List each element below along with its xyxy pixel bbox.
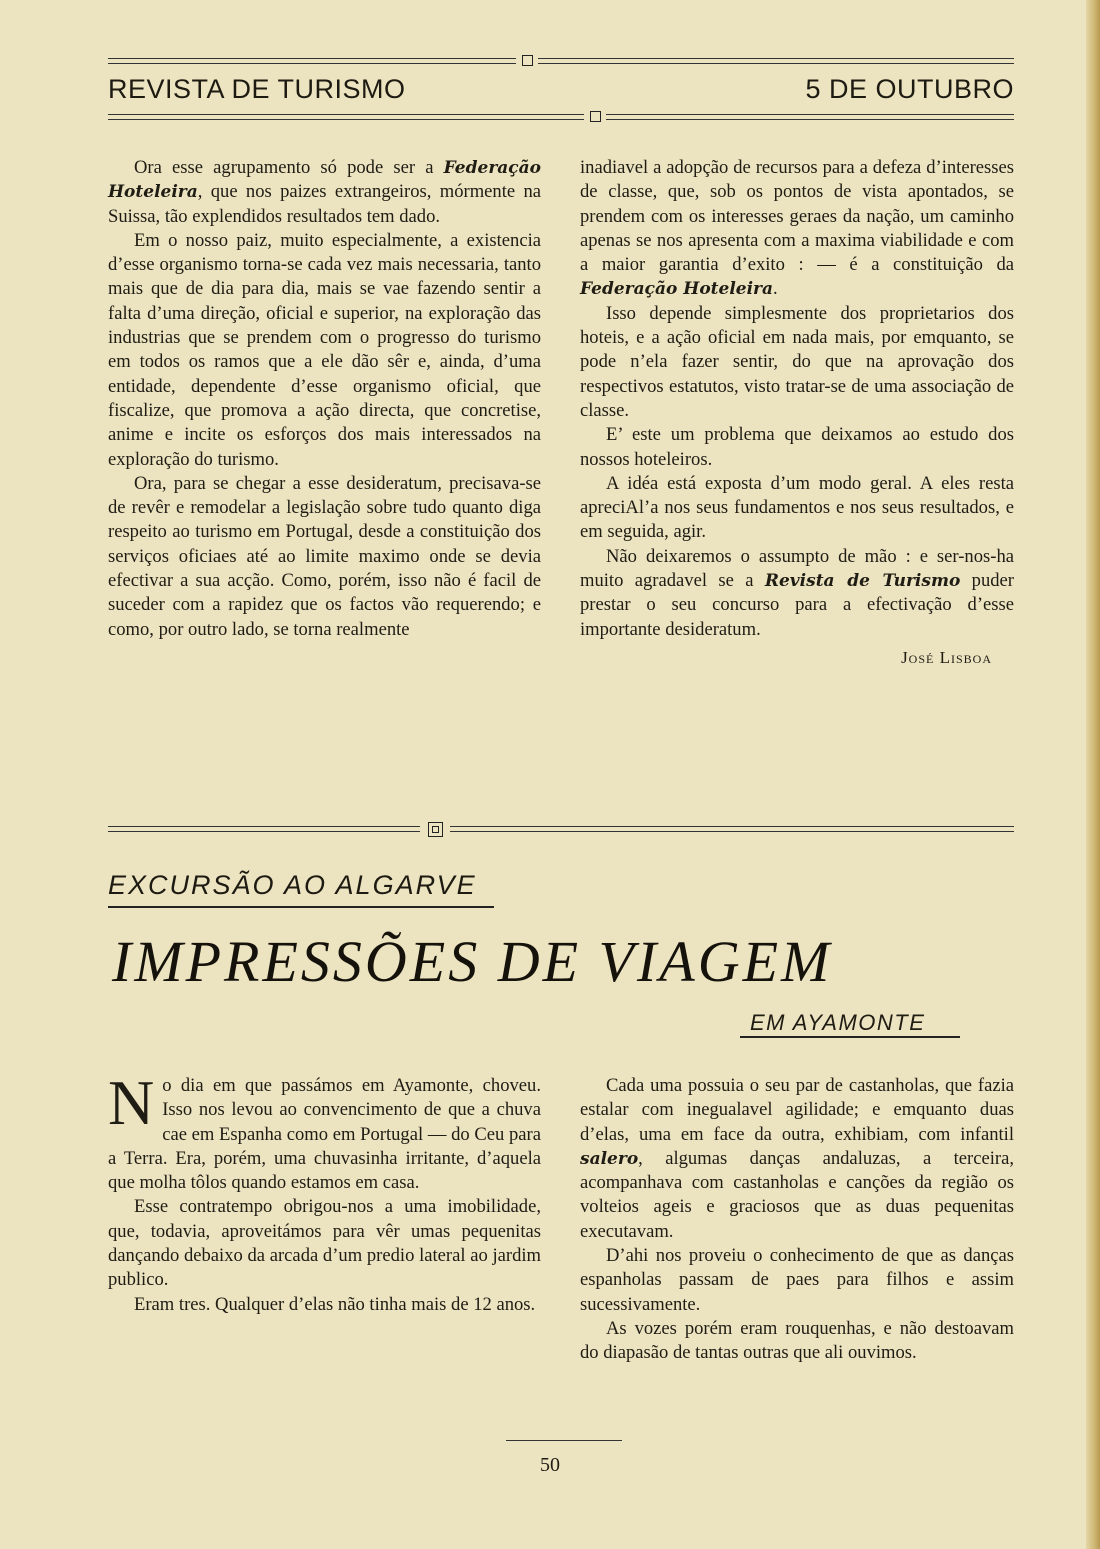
emphasized-text: Federação Hoteleira xyxy=(580,279,774,300)
emphasized-text: salero xyxy=(580,1148,639,1169)
paragraph: inadiavel a adopção de recursos para a defeza d’interesses de classe, que, sob os pontos de vista apontados, se prendem com os interesses geraes da nação, um caminho apenas se nos apresenta com a maxima viabilidade e com a maior garantia d’exito : — é a constituição da Federação Hoteleira. xyxy=(580,157,1014,300)
header-rule-top-right xyxy=(538,58,1014,64)
paragraph: As vozes porém eram rouquenhas, e não destoavam do diapasão de tantas outras que ali ouvimos. xyxy=(580,1317,1014,1364)
paragraph: D’ahi nos proveiu o conhecimento de que as danças espanholas passam de paes para filhos e assim sucessivamente. xyxy=(580,1245,1014,1315)
section-ornament xyxy=(428,822,443,837)
page-number: 50 xyxy=(540,1454,560,1476)
paragraph: A idéa está exposta d’um modo geral. A eles resta apreciAl’a nos seus fundamentos e nos seus resultados, e em seguida, agir. xyxy=(580,472,1014,543)
article2-column-right xyxy=(580,1074,1014,1366)
paragraph: Eram tres. Qualquer d’elas não tinha mais de 12 anos. xyxy=(134,1293,536,1315)
article1-column-left xyxy=(108,156,541,642)
page-edge xyxy=(1086,0,1100,1549)
paragraph: Não deixaremos o assumpto de mão : e ser-nos-ha muito agradavel se a Revista de Turismo puder prestar o seu concurso para a efectivação d’esse importante desideratum. xyxy=(580,545,1014,640)
paragraph: o dia em que passámos em Ayamonte, choveu. Isso nos levou ao convencimento de que a chuva cae em Espanha como em Portugal — do Ceu para a Terra. Era, porém, uma chuvasinha irritante, d’aquela que molha tôlos quando estamos em casa. xyxy=(108,1075,541,1194)
paragraph: Isso depende simplesmente dos proprietarios dos hoteis, e a ação oficial em nada mais, por emquanto, se pode n’ela fazer sentir, do que na aprovação dos respectivos estatutos, visto tratar-se de uma associação de classe. xyxy=(580,302,1014,421)
subtitle-underline xyxy=(740,1036,960,1038)
folio-rule xyxy=(506,1440,622,1441)
header-rule-top-left xyxy=(108,58,516,64)
paragraph: Ora esse agrupamento só pode ser a Federação Hoteleira, que nos paizes extrangeiros, mórmente na Suissa, tão explendidos resultados tem dado. xyxy=(108,157,541,227)
kicker-underline xyxy=(108,906,494,908)
drop-cap: N xyxy=(108,1067,155,1138)
header-ornament-top xyxy=(522,55,533,66)
signature: José Lisboa xyxy=(901,647,992,667)
running-head xyxy=(108,54,1014,118)
article-title: IMPRESSÕES DE VIAGEM xyxy=(112,929,833,994)
header-rule-bottom-right xyxy=(606,114,1014,120)
paragraph: E’ este um problema que deixamos ao estudo dos nossos hoteleiros. xyxy=(580,424,1014,470)
paragraph: Ora, para se chegar a esse desideratum, precisava-se de revêr e remodelar a legislação sobre tudo quanto diga respeito ao turismo em Portugal, desde a constituição dos serviços oficiaes até ao limite maximo onde se devia efectivar a sua acção. Como, porém, isso não é facil de suceder com a rapidez que os factos vão requerendo; e como, por outro lado, se torna realmente xyxy=(108,472,541,640)
article-subtitle: EM AYAMONTE xyxy=(750,1010,926,1035)
article-kicker: EXCURSÃO AO ALGARVE xyxy=(108,870,477,900)
header-ornament-bottom xyxy=(590,111,601,122)
emphasized-text: Revista de Turismo xyxy=(764,571,961,592)
running-head-date: 5 DE OUTUBRO xyxy=(805,74,1014,104)
section-rule-left xyxy=(108,826,420,832)
paragraph: Cada uma possuia o seu par de castanholas, que fazia estalar com inegualavel agilidade; e emquanto duas d’elas, uma em face da outra, exhibiam, com infantil salero, algumas danças andaluzas, a terceira, acompanhava com castanholas e canções da região os volteios ageis e graciosos que as duas pequenitas executavam. xyxy=(580,1075,1014,1242)
article2-column-left xyxy=(108,1067,541,1317)
paragraph: Em o nosso paiz, muito especialmente, a existencia d’esse organismo torna-se cada vez mais necessaria, tanto mais que de dia para dia, mais se vae fazendo sentir a falta d’uma direção, oficial e superior, na exploração das industrias que se prendem com o progresso do turismo em todos os ramos que a ele dão sêr e, ainda, d’uma entidade, dependente d’esse organismo oficial, que fiscalize, que promova a ação directa, que concretise, anime e incite os esforços dos mais interessados na exploração do turismo. xyxy=(108,229,541,470)
running-head-title: REVISTA DE TURISMO xyxy=(108,74,406,104)
emphasized-text: Federação Hoteleira xyxy=(108,158,541,203)
header-rule-bottom-left xyxy=(108,114,584,120)
section-rule-right xyxy=(450,826,1014,832)
article1-column-right xyxy=(580,156,1014,670)
paragraph: Esse contratempo obrigou-nos a uma imobilidade, que, todavia, aproveitámos para vêr umas pequenitas dançando debaixo da arcada d’um predio lateral ao jardim publico. xyxy=(108,1196,541,1291)
